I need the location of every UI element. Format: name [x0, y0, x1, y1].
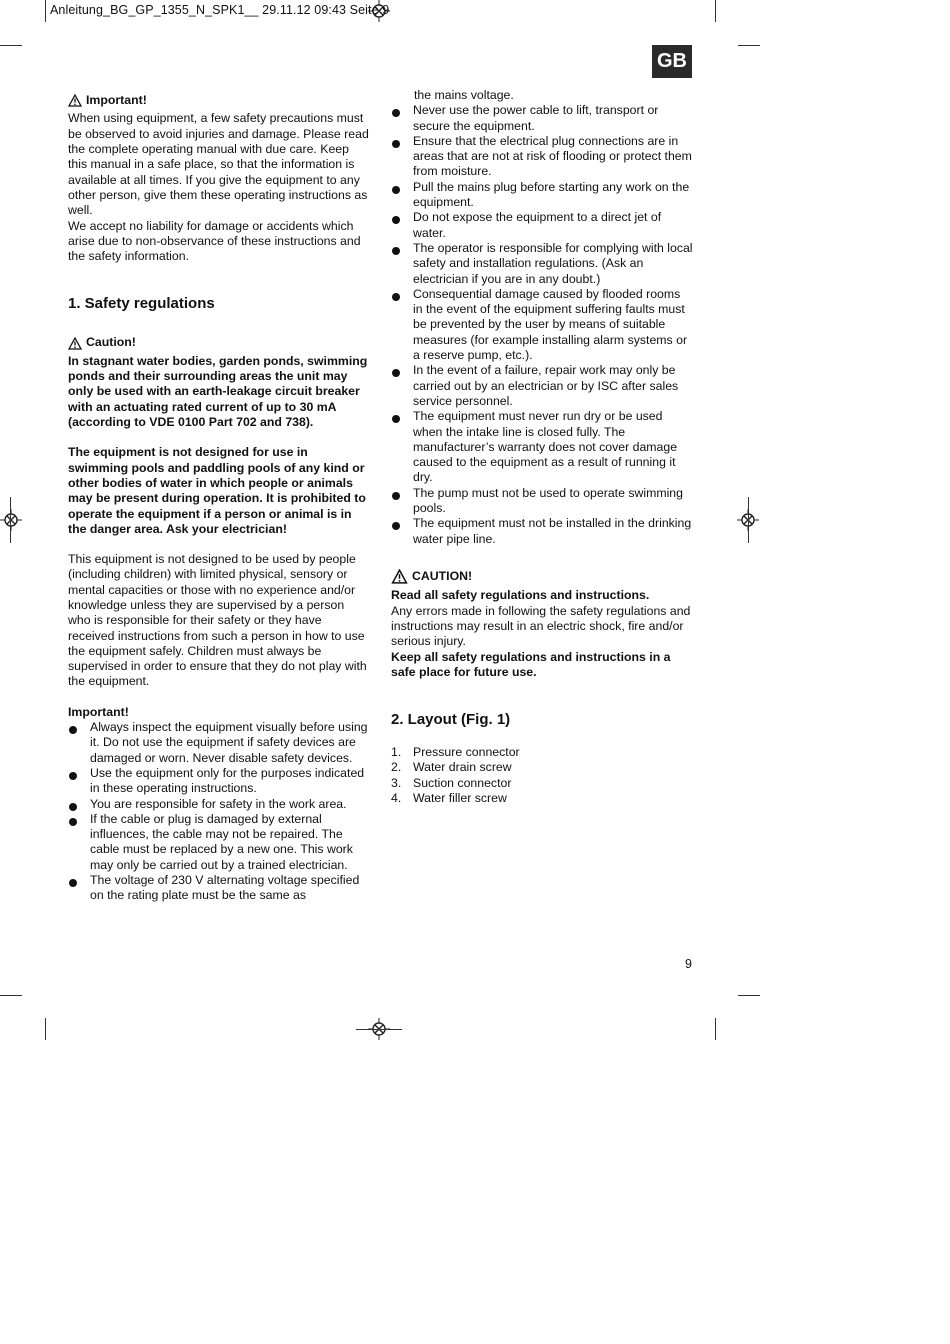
caution-2-title: CAUTION!: [412, 568, 473, 583]
layout-item: [391, 791, 693, 806]
crop-mark: [0, 45, 22, 46]
warning-icon: [391, 569, 408, 584]
list-item: Use the equipment only for the purposes indicated in these operating instructions.: [68, 766, 370, 797]
language-badge: GB: [652, 45, 692, 78]
crop-mark: [45, 0, 46, 22]
right-bullet-list: [391, 103, 693, 547]
important-2-title: Important!: [68, 704, 129, 719]
caution-paragraph-1: In stagnant water bodies, garden ponds, swimming ponds and their surrounding areas the unit may only be used with an earth-leakage circuit breaker with an actuating rated current of up to 30 mA (according to VDE 0100 Part 702 and 738).: [68, 353, 368, 430]
item-number: 3.: [391, 775, 402, 790]
left-column: [68, 93, 370, 904]
layout-item: [391, 760, 693, 775]
section-2-title: 2. Layout (Fig. 1): [391, 711, 511, 729]
caution-2-text: Any errors made in following the safety regulations and instructions may result in an electric shock, fire and/or serious injury.: [391, 603, 691, 649]
registration-line: [748, 497, 749, 543]
registration-mark-icon: [0, 509, 22, 531]
layout-list: [391, 745, 693, 806]
crop-mark: [0, 995, 22, 996]
registration-line: [356, 1029, 402, 1030]
list-item: Consequential damage caused by flooded rooms in the event of the equipment suffering faults must be prevented by the user by means of suitable measures (for example installing alarm systems or a reserve pump, etc.).: [391, 287, 693, 363]
caution-2-bold-2: Keep all safety regulations and instructions in a safe place for future use.: [391, 649, 671, 679]
list-item: Always inspect the equipment visually before using it. Do not use the equipment if safety devices are damaged or worn. Never disable safety devices.: [68, 720, 370, 766]
list-item: The operator is responsible for complying with local safety and installation regulations. (Ask an electrician if you are in any doubt.): [391, 241, 693, 287]
warning-icon: [68, 94, 82, 107]
caution-2-heading: [391, 569, 472, 584]
caution-title: Caution!: [86, 335, 136, 350]
important-title: Important!: [86, 93, 147, 107]
crop-mark: [738, 45, 760, 46]
left-bullet-list: [68, 720, 370, 904]
list-item: Ensure that the electrical plug connections are in areas that are not at risk of flooding or protect them from moisture.: [391, 134, 693, 180]
list-item: The pump must not be used to operate swimming pools.: [391, 486, 693, 517]
registration-line: [10, 497, 11, 543]
list-item: Never use the power cable to lift, transport or secure the equipment.: [391, 103, 693, 134]
list-item: Pull the mains plug before starting any work on the equipment.: [391, 180, 693, 211]
item-label: Suction connector: [413, 775, 512, 790]
persons-paragraph: This equipment is not designed to be used by people (including children) with limited physical, sensory or mental capacities or those with no experience and/or knowledge unless they are supervised by a person who is responsible for their safety or they have received instructions from such a person in how to use the equipment safely. Children must always be supervised in order to ensure that they do not play with the equipment.: [68, 552, 367, 689]
list-item: The equipment must not be installed in the drinking water pipe line.: [391, 516, 693, 547]
item-number: 2.: [391, 760, 402, 775]
layout-item: [391, 745, 693, 760]
list-item: In the event of a failure, repair work may only be carried out by an electrician or by ISC after sales service personnel.: [391, 363, 693, 409]
caution-paragraph-2: The equipment is not designed for use in swimming pools and paddling pools of any kind or other bodies of water in which people or animals may be present during operation. It is prohibited to operate the equipment if a person or animal is in the danger area. Ask your electrician!: [68, 445, 366, 536]
warning-icon: [68, 337, 82, 350]
list-item: The voltage of 230 V alternating voltage specified on the rating plate must be the same as: [68, 873, 370, 904]
print-slug: Anleitung_BG_GP_1355_N_SPK1__ 29.11.12 09:43 Seite 9: [50, 3, 390, 17]
caution-2-bold-1: Read all safety regulations and instructions.: [391, 588, 650, 603]
list-item: If the cable or plug is damaged by external influences, the cable may not be repaired. The cable must be replaced by a new one. This work may only be carried out by a trained electrician.: [68, 812, 370, 873]
item-number: 1.: [391, 745, 402, 760]
continuation-text: the mains voltage.: [414, 88, 514, 102]
crop-mark: [738, 995, 760, 996]
item-label: Water filler screw: [413, 791, 507, 806]
important-heading: [68, 93, 147, 108]
intro-paragraph: When using equipment, a few safety precautions must be observed to avoid injuries and damage. Please read the complete operating manual with due care. Keep this manual in a safe place, so that the information is available at all times. If you give the equipment to any other person, give them these operating instructions as well.: [68, 111, 369, 218]
section-1-title: 1. Safety regulations: [68, 295, 215, 313]
crop-mark: [715, 1018, 716, 1040]
crop-mark: [45, 1018, 46, 1040]
page-number: 9: [685, 957, 692, 971]
list-item: The equipment must never run dry or be used when the intake line is closed fully. The manufacturer’s warranty does not cover damage caused to the equipment as a result of running it dry.: [391, 409, 693, 485]
crop-mark: [715, 0, 716, 22]
liability-paragraph: We accept no liability for damage or accidents which arise due to non-observance of these instructions and the safety information.: [68, 218, 361, 264]
layout-item: [391, 776, 693, 791]
list-item: Do not expose the equipment to a direct jet of water.: [391, 210, 693, 241]
item-label: Water drain screw: [413, 760, 512, 775]
item-number: 4.: [391, 791, 402, 806]
item-label: Pressure connector: [413, 745, 520, 760]
right-column: [391, 88, 693, 806]
caution-heading: [68, 335, 136, 350]
list-item: You are responsible for safety in the work area.: [68, 797, 370, 812]
